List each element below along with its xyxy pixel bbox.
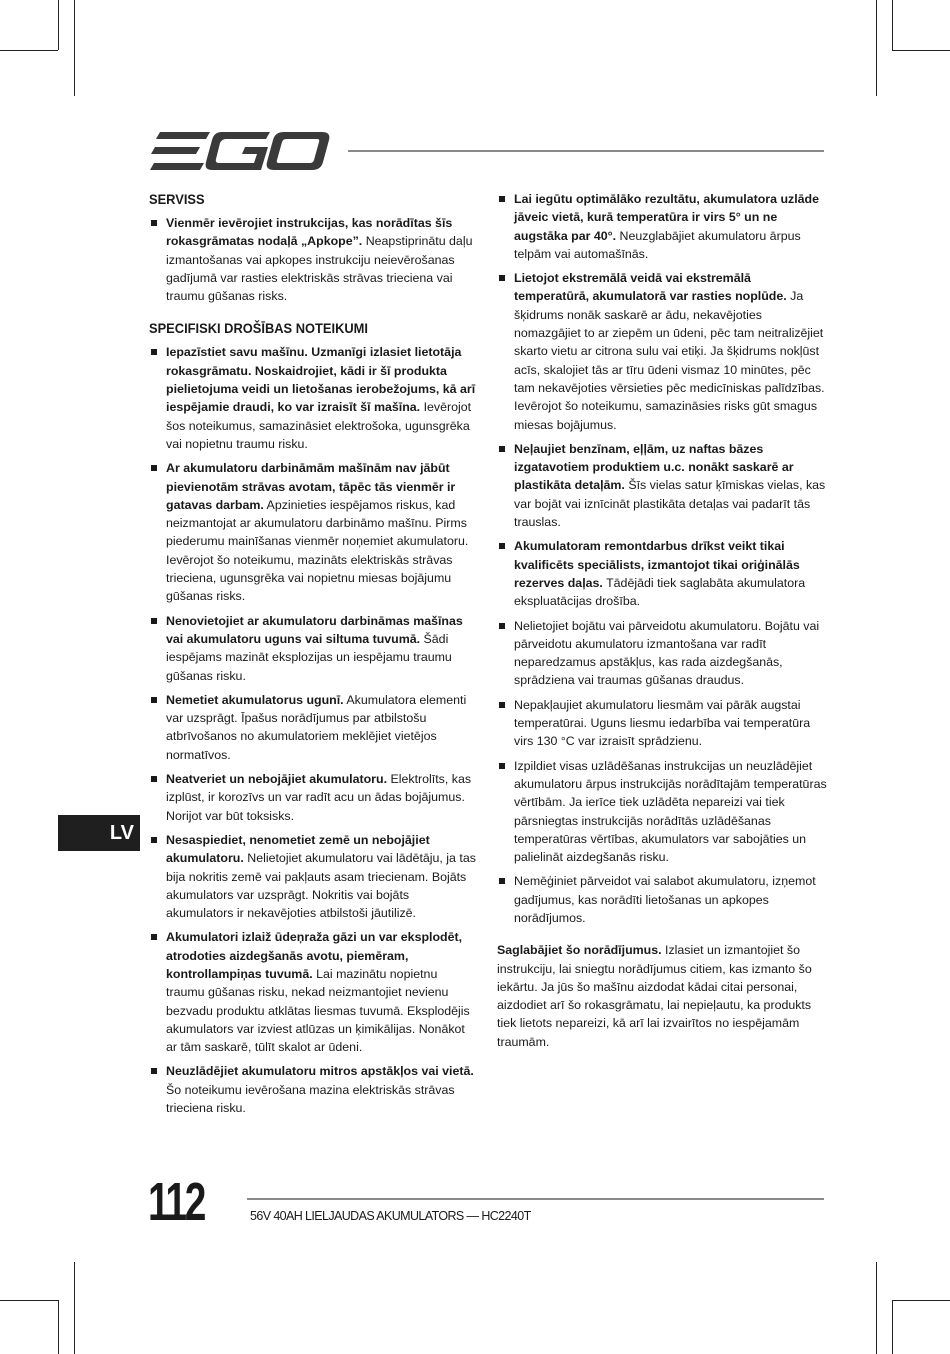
language-tab: LV bbox=[58, 815, 140, 851]
service-heading: SERVISS bbox=[149, 191, 205, 207]
list-item: Neuzlādējiet akumulatoru mitros apstākļos vai vietā. Šo noteikumu ievērošana mazina elektriskās strāvas trieciena risku. bbox=[149, 1062, 479, 1117]
square-bullet-icon bbox=[151, 349, 157, 355]
list-item: Akumulatoram remontdarbus drīkst veikt tikai kvalificēts speciālists, izmantojot tikai oriģinālās rezerves daļas. Tādējādi tiek saglabāta akumulatora ekspluatācijas drošība. bbox=[497, 537, 827, 610]
list-item: Ar akumulatoru darbināmām mašīnām nav jābūt pievienotām strāvas avotam, tāpēc tās vienmēr ir gatavas darbam. Apzinieties iespējamos riskus, kad neizmantojat ar akumulatoru darbināmo mašīnu. Pirms piederumu mainīšanas vienmēr noņemiet akumulatoru. Ievērojot šo noteikumu, mazināts elektriskās strāvas trieciena, ugunsgrēka vai nopietnu miesas bojājumu gūšanas risks. bbox=[149, 459, 479, 605]
square-bullet-icon bbox=[151, 697, 157, 703]
service-list bbox=[149, 214, 479, 305]
list-item: Nemetiet akumulatorus ugunī. Akumulatora elementi var uzsprāgt. Īpašus norādījumus par atbilstošu atbrīvošanos no akumulatoriem meklējiet vietējos normatīvos. bbox=[149, 691, 479, 764]
header-rule bbox=[348, 150, 824, 152]
square-bullet-icon bbox=[499, 878, 505, 884]
list-item: Akumulatori izlaiž ūdeņraža gāzi un var eksplodēt, atrodoties aizdegšanās avotu, piemēram, kontrollampiņas tuvumā. Lai mazinātu nopietnu traumu gūšanas risku, nekad neizmantojiet nevienu bezvadu produktu atklātas liesmas tuvumā. Eksplodējis akumulators var izviest atlūzas un ķimikālijas. Nonākot ar tām saskarē, tūlīt skalot ar ūdeni. bbox=[149, 928, 479, 1056]
page-number: 112 bbox=[148, 1172, 205, 1232]
list-item: Neļaujiet benzīnam, eļļām, uz naftas bāzes izgatavotiem produktiem u.c. nonākt saskarē ar plastikāta detaļām. Šīs vielas satur ķīmiskas vielas, kas var bojāt vai iznīcināt plastikāta detaļas vai padarīt tās trauslas. bbox=[497, 440, 827, 531]
square-bullet-icon bbox=[499, 702, 505, 708]
list-item: Izpildiet visas uzlādēšanas instrukcijas un neuzlādējiet akumulatoru ārpus instrukcijās norādītajām temperatūras vērtībām. Ja ierīce tiek uzlādēta nepareizi vai tiek pārsniegtas instrukcijās norādītās uzlādēšanas temperatūras vērtības, akumulators var sabojāties un palielināt aizdegšanās risku. bbox=[497, 757, 827, 867]
list-item: Nemēģiniet pārveidot vai salabot akumulatoru, izņemot gadījumus, kas norādīti lietošanas un apkopes norādījumos. bbox=[497, 872, 827, 927]
list-item: Nelietojiet bojātu vai pārveidotu akumulatoru. Bojātu vai pārveidotu akumulatoru izmantošana var radīt neparedzamus apstākļus, kas rada aizdegšanās, sprādziena vai traumas gūšanas draudus. bbox=[497, 617, 827, 690]
square-bullet-icon bbox=[151, 934, 157, 940]
square-bullet-icon bbox=[151, 837, 157, 843]
square-bullet-icon bbox=[499, 763, 505, 769]
square-bullet-icon bbox=[151, 618, 157, 624]
list-item: Lai iegūtu optimālāko rezultātu, akumulatora uzlāde jāveic vietā, kurā temperatūra ir virs 5° un ne augstāka par 40°. Neuzglabājiet akumulatoru ārpus telpām vai automašīnās. bbox=[497, 190, 827, 263]
right-column bbox=[497, 190, 827, 1051]
list-item: Lietojot ekstremālā veidā vai ekstremālā temperatūrā, akumulatorā var rasties noplūde. Ja šķidrums nonāk saskarē ar ādu, nekavējoties nomazgājiet to ar ziepēm un ūdeni, pēc tam neitralizējiet skarto vietu ar citrona sulu vai etiķi. Ja šķidrums nokļūst acīs, skalojiet tās ar tīru ūdeni vismaz 10 minūtes, pēc tam nekavējoties vērsieties pēc medicīniskas palīdzības. Ievērojot šo noteikumu, samazināsies risks gūt smagus miesas bojājumus. bbox=[497, 269, 827, 434]
ego-logo bbox=[150, 130, 330, 172]
square-bullet-icon bbox=[499, 196, 505, 202]
list-item: Neatveriet un nebojājiet akumulatoru. Elektrolīts, kas izplūst, ir korozīvs un var radīt acu un ādas bojājumus. Norijot var būt toksisks. bbox=[149, 770, 479, 825]
specific-rules-list bbox=[149, 343, 479, 1117]
save-instructions-note: Saglabājiet šo norādījumus. Izlasiet un izmantojiet šo instrukciju, lai sniegtu norādījumus citiem, kas izmanto šo iekārtu. Ja jūs šo mašīnu aizdodat kādai citai personai, aizdodiet arī šo rokasgrāmatu, lai nepieļautu, ka produkts tiek lietots nepareizi, kā arī lai izvairītos no iespējamām traumām. bbox=[497, 943, 812, 1049]
list-item: Nenovietojiet ar akumulatoru darbināmas mašīnas vai akumulatoru uguns vai siltuma tuvumā. Šādi iespējams mazināt eksplozijas un iespējamu traumu gūšanas risku. bbox=[149, 612, 479, 685]
square-bullet-icon bbox=[499, 543, 505, 549]
square-bullet-icon bbox=[151, 465, 157, 471]
square-bullet-icon bbox=[151, 1068, 157, 1074]
square-bullet-icon bbox=[151, 220, 157, 226]
list-item: Iepazīstiet savu mašīnu. Uzmanīgi izlasiet lietotāja rokasgrāmatu. Noskaidrojiet, kādi ir šī produkta pielietojuma veidi un lietošanas ierobežojums, kā arī iespējamie draudi, ko var izraisīt šī mašīna. Ievērojot šos noteikumus, samazināsiet elektrošoka, ugunsgrēka vai nopietnu traumu risku. bbox=[149, 343, 479, 453]
battery-rules-list bbox=[497, 190, 827, 927]
specific-rules-heading: SPECIFISKI DROŠĪBAS NOTEIKUMI bbox=[149, 320, 368, 337]
square-bullet-icon bbox=[151, 776, 157, 782]
square-bullet-icon bbox=[499, 446, 505, 452]
footer-rule bbox=[247, 1198, 824, 1200]
list-item: Nepakļaujiet akumulatoru liesmām vai pārāk augstai temperatūrai. Uguns liesmu iedarbība vai temperatūra virs 130 °C var izraisīt sprādzienu. bbox=[497, 696, 827, 751]
square-bullet-icon bbox=[499, 275, 505, 281]
list-item: Vienmēr ievērojiet instrukcijas, kas norādītas šīs rokasgrāmatas nodaļā „Apkope”. Neapstiprinātu daļu izmantošanas vai apkopes instrukciju neievērošanas gadījumā var rasties elektriskās strāvas trieciena vai traumu gūšanas risks. bbox=[149, 214, 479, 305]
square-bullet-icon bbox=[499, 623, 505, 629]
list-item: Nesaspiediet, nenometiet zemē un nebojājiet akumulatoru. Nelietojiet akumulatoru vai lādētāju, ja tas bija nokritis zemē vai pakļauts asam triecienam. Bojāts akumulators var uzsprāgt. Nokritis vai bojāts akumulators ir nekavējoties atbilstoši jāutilizē. bbox=[149, 831, 479, 922]
footer-title: 56V 40AH LIELJAUDAS AKUMULATORS — HC2240T bbox=[250, 1209, 531, 1223]
left-column bbox=[149, 190, 479, 1131]
